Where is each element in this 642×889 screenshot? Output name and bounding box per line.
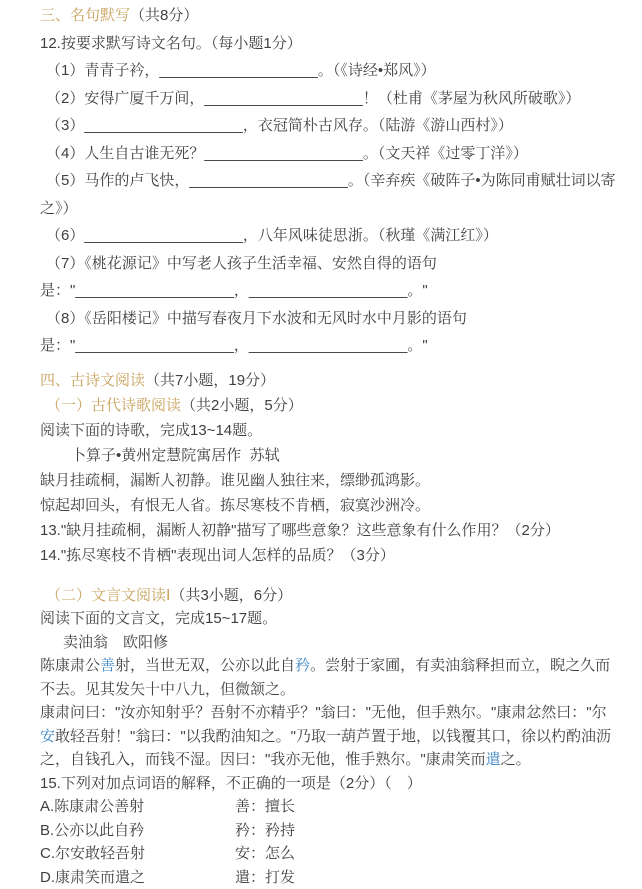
text-line xyxy=(40,140,612,168)
option-gloss: 善：擅长 xyxy=(235,798,295,815)
option-row xyxy=(40,866,612,889)
text-segment: 阅读下面的文言文，完成15~17题。 xyxy=(40,610,277,627)
text-line xyxy=(40,57,612,85)
annotated-word: 善 xyxy=(100,657,115,674)
option-row xyxy=(40,795,612,819)
text-segment: 卖油翁 欧阳修 xyxy=(63,634,168,651)
text-segment: 之》） xyxy=(40,200,78,217)
option-phrase: C.尔安敢轻吾射 xyxy=(40,842,235,866)
text-segment: 陈康肃公 xyxy=(40,657,100,674)
text-line xyxy=(40,772,612,796)
option-gloss: 安：怎么 xyxy=(235,845,295,862)
text-segment: 不去。见其发矢十中八九，但微颔之。 xyxy=(40,681,295,698)
text-line xyxy=(40,654,612,678)
text-segment: （6）___________________，八年风味徒思浙。（秋瑾《满江红》） xyxy=(46,227,498,244)
text-segment: 射，当世无双，公亦以此自 xyxy=(115,657,295,674)
text-segment: （共7小题，19分） xyxy=(145,372,275,389)
text-line xyxy=(40,678,612,702)
text-segment: 是："___________________，___________________。" xyxy=(40,337,428,354)
text-segment: （共8分） xyxy=(130,7,198,24)
option-row xyxy=(40,819,612,843)
section-title-text: 三、名句默写 xyxy=(40,7,130,24)
text-line xyxy=(40,222,612,250)
section-title-text: 四、古诗文阅读 xyxy=(40,372,145,389)
section-heading xyxy=(40,2,612,30)
text-segment: （2）安得广厦千万间，___________________！（杜甫《茅屋为秋风所破歌》） xyxy=(46,90,580,107)
text-line xyxy=(40,332,612,360)
text-line xyxy=(40,631,612,655)
text-line xyxy=(40,250,612,278)
annotated-word: 矜 xyxy=(295,657,310,674)
text-line xyxy=(40,85,612,113)
section-heading xyxy=(40,584,612,608)
text-segment: 敢轻吾射！"翁曰："以我酌油知之。"乃取一葫芦置于地，以钱覆其口，徐以杓酌油沥 xyxy=(55,728,611,745)
text-line xyxy=(40,305,612,333)
text-segment: 康肃问曰："汝亦知射乎？吾射不亦精乎？"翁曰："无他，但手熟尔。"康肃忿然曰："尔 xyxy=(40,704,607,721)
annotated-word: 安 xyxy=(40,728,55,745)
text-segment: 之。 xyxy=(501,751,531,768)
text-line xyxy=(40,443,612,468)
text-line xyxy=(40,112,612,140)
option-gloss: 矜：矜持 xyxy=(235,822,295,839)
text-segment: （7）《桃花源记》中写老人孩子生活幸福、安然自得的语句 xyxy=(46,255,437,272)
text-line xyxy=(40,468,612,493)
section-heading xyxy=(40,368,612,393)
option-phrase: A.陈康肃公善射 xyxy=(40,795,235,819)
text-segment: （4）人生自古谁无死？___________________。（文天祥《过零丁洋》） xyxy=(46,145,528,162)
text-line xyxy=(40,277,612,305)
option-phrase: B.公亦以此自矜 xyxy=(40,819,235,843)
option-gloss: 遣：打发 xyxy=(235,869,295,886)
text-segment: 卜算子•黄州定慧院寓居作 苏轼 xyxy=(71,447,280,464)
text-line xyxy=(40,195,612,223)
text-segment: （8）《岳阳楼记》中描写春夜月下水波和无风时水中月影的语句 xyxy=(46,310,467,327)
text-line xyxy=(40,167,612,195)
text-segment: 15.下列对加点词语的解释，不正确的一项是（2分）（ ） xyxy=(40,775,422,792)
annotated-word: 遣 xyxy=(486,751,501,768)
text-segment: 12.按要求默写诗文名句。（每小题1分） xyxy=(40,35,302,52)
text-segment: 惊起却回头，有恨无人省。拣尽寒枝不肯栖，寂寞沙洲冷。 xyxy=(40,497,430,514)
text-segment: 。尝射于家圃，有卖油翁释担而立，睨之久而 xyxy=(310,657,610,674)
text-segment: 缺月挂疏桐，漏断人初静。谁见幽人独往来，缥缈孤鸿影。 xyxy=(40,472,430,489)
option-phrase: D.康肃笑而遣之 xyxy=(40,866,235,889)
text-line xyxy=(40,748,612,772)
section-gap xyxy=(40,568,612,584)
text-line xyxy=(40,418,612,443)
text-segment: （3）___________________，衣冠简朴古风存。（陆游《游山西村》） xyxy=(46,117,513,134)
section-title-text: （二）文言文阅读Ⅰ xyxy=(46,587,170,604)
text-segment: （5）马作的卢飞快，___________________。（辛弃疾《破阵子•为陈同甫赋壮词以寄 xyxy=(46,172,616,189)
text-line xyxy=(40,725,612,749)
option-row xyxy=(40,842,612,866)
text-segment: 之，自钱孔入，而钱不湿。因曰："我亦无他，惟手熟尔。"康肃笑而 xyxy=(40,751,486,768)
text-segment: 是："___________________，___________________。" xyxy=(40,282,428,299)
text-segment: （共3小题，6分） xyxy=(170,587,292,604)
text-line xyxy=(40,493,612,518)
text-segment: （共2小题，5分） xyxy=(181,397,303,414)
text-line xyxy=(40,543,612,568)
text-line xyxy=(40,701,612,725)
section-gap xyxy=(40,360,612,368)
text-line xyxy=(40,30,612,58)
text-segment: （1）青青子衿，___________________。（《诗经•郑风》） xyxy=(46,62,436,79)
section-title-text: （一）古代诗歌阅读 xyxy=(46,397,181,414)
section-heading xyxy=(40,393,612,418)
text-segment: 阅读下面的诗歌，完成13~14题。 xyxy=(40,422,262,439)
text-line xyxy=(40,518,612,543)
text-segment: 13."缺月挂疏桐，漏断人初静"描写了哪些意象？这些意象有什么作用？（2分） xyxy=(40,522,560,539)
text-line xyxy=(40,607,612,631)
text-segment: 14."拣尽寒枝不肯栖"表现出词人怎样的品质？（3分） xyxy=(40,547,395,564)
